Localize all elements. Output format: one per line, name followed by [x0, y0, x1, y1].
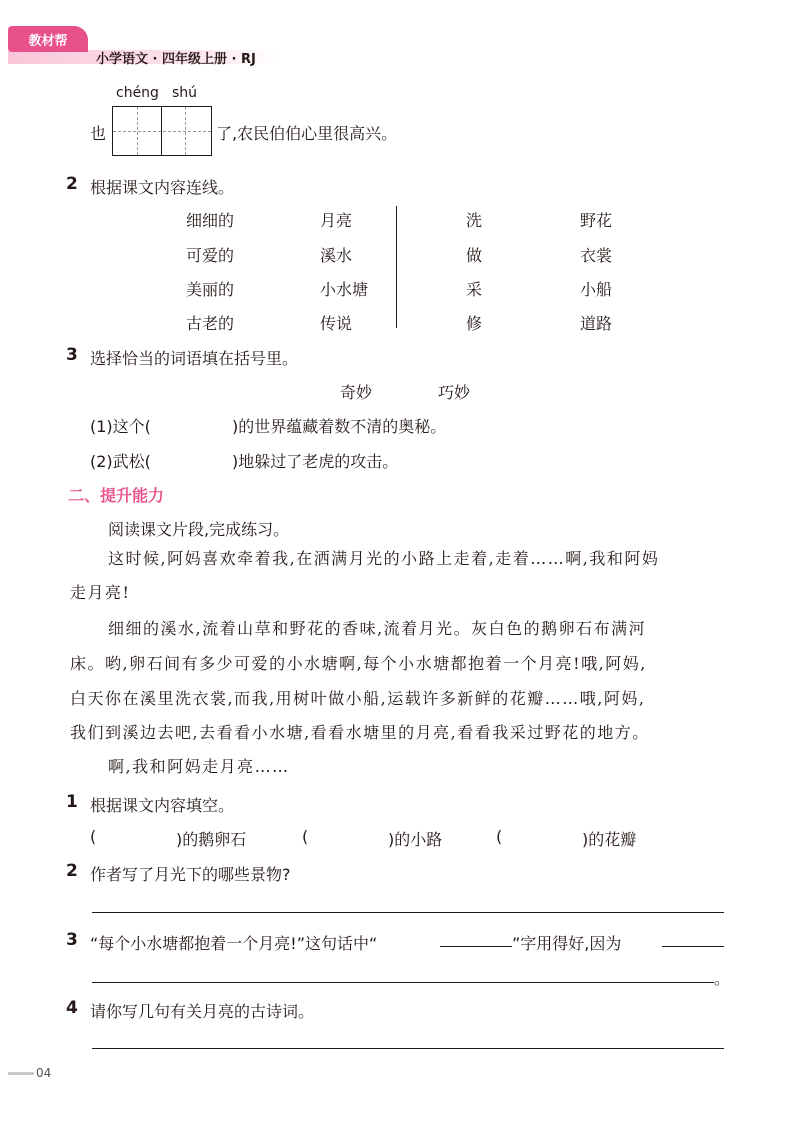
s2q1-blank1-input[interactable] — [100, 823, 174, 847]
q3-item-2-post: )地躲过了老虎的攻击。 — [232, 452, 399, 471]
passage-line-5: 白天你在溪里洗衣裳,而我,用树叶做小船,运载许多新鲜的花瓣……哦,阿妈, — [70, 689, 646, 708]
s2q1-blank3-close: )的花瓣 — [582, 830, 637, 849]
q2-right-a-4[interactable]: 修 — [466, 314, 483, 333]
header-tag — [8, 26, 88, 52]
pinyin-shu: shú — [172, 85, 198, 101]
s2q3-word-blank[interactable] — [440, 946, 512, 947]
q3-text: 选择恰当的词语填在括号里。 — [90, 349, 299, 368]
q3-option-1: 奇妙 — [340, 383, 373, 402]
q3-item-1-blank[interactable] — [174, 410, 232, 434]
s2q4-number: 4 — [66, 998, 78, 1018]
section2-title: 二、提升能力 — [68, 486, 165, 505]
s2q1-blank1-close: )的鹅卵石 — [176, 830, 247, 849]
q2-right-b-4[interactable]: 道路 — [580, 314, 613, 333]
q2-right-b-3[interactable]: 小船 — [580, 280, 613, 299]
s2q3-text-b: ”字用得好,因为 — [512, 934, 622, 953]
s2q3-number: 3 — [66, 930, 78, 950]
q3-number: 3 — [66, 345, 78, 365]
q2-left-b-1[interactable]: 月亮 — [320, 211, 353, 230]
s2q3-reason-line[interactable] — [92, 982, 714, 983]
pinyin-writing-grid[interactable] — [112, 106, 212, 156]
q2-right-b-1[interactable]: 野花 — [580, 211, 613, 230]
passage-line-7: 啊,我和阿妈走月亮…… — [108, 757, 290, 776]
s2q4-answer-line[interactable] — [92, 1048, 724, 1049]
pinyin-cheng: chéng — [116, 85, 159, 101]
q2-left-b-4[interactable]: 传说 — [320, 314, 353, 333]
q2-left-a-1[interactable]: 细细的 — [186, 211, 235, 230]
q1-suffix: 了,农民伯伯心里很高兴。 — [216, 124, 398, 143]
passage-line-3: 细细的溪水,流着山草和野花的香味,流着月光。灰白色的鹅卵石布满河 — [108, 619, 647, 638]
q1-prefix: 也 — [90, 124, 107, 143]
passage-line-1: 这时候,阿妈喜欢牵着我,在洒满月光的小路上走着,走着……啊,我和阿妈 — [108, 549, 660, 568]
s2q2-number: 2 — [66, 861, 78, 881]
q3-item-2-pre: (2)武松( — [90, 452, 151, 471]
section2-intro: 阅读课文片段,完成练习。 — [108, 520, 290, 539]
q2-right-a-1[interactable]: 洗 — [466, 211, 483, 230]
s2q1-blank2-close: )的小路 — [388, 830, 443, 849]
page-number-bar — [8, 1072, 34, 1075]
s2q1-blank2-input[interactable] — [312, 823, 386, 847]
s2q3-end: 。 — [714, 969, 731, 988]
q2-text: 根据课文内容连线。 — [90, 178, 235, 197]
header-title: 小学语文 · 四年级上册 · RJ — [96, 52, 256, 67]
s2q1-blank3-input[interactable] — [506, 823, 580, 847]
q3-option-2: 巧妙 — [438, 383, 471, 402]
q2-right-b-2[interactable]: 衣裳 — [580, 246, 613, 265]
passage-line-6: 我们到溪边去吧,去看看小水塘,看看水塘里的月亮,看看我采过野花的地方。 — [70, 723, 650, 742]
s2q1-number: 1 — [66, 792, 78, 812]
q3-item-1-pre: (1)这个( — [90, 417, 151, 436]
q2-left-a-3[interactable]: 美丽的 — [186, 280, 235, 299]
passage-line-4: 床。哟,卵石间有多少可爱的小水塘啊,每个小水塘都抱着一个月亮!哦,阿妈, — [70, 654, 647, 673]
q2-number: 2 — [66, 174, 78, 194]
s2q1-text: 根据课文内容填空。 — [90, 796, 235, 815]
q2-right-a-2[interactable]: 做 — [466, 246, 483, 265]
q2-divider — [396, 206, 397, 328]
q2-right-a-3[interactable]: 采 — [466, 280, 483, 299]
passage-line-2: 走月亮! — [70, 583, 131, 602]
q2-left-a-2[interactable]: 可爱的 — [186, 246, 235, 265]
q3-item-2-blank[interactable] — [174, 445, 232, 469]
q2-left-b-3[interactable]: 小水塘 — [320, 280, 369, 299]
s2q1-blank3-open: ( — [496, 827, 503, 846]
s2q3-text-a: “每个小水塘都抱着一个月亮!”这句话中“ — [90, 934, 378, 953]
s2q3-reason-blank[interactable] — [662, 946, 724, 947]
s2q4-text: 请你写几句有关月亮的古诗词。 — [90, 1002, 315, 1021]
page-number: 04 — [36, 1066, 52, 1080]
s2q2-text: 作者写了月光下的哪些景物? — [90, 865, 291, 884]
q2-left-a-4[interactable]: 古老的 — [186, 314, 235, 333]
s2q2-answer-line[interactable] — [92, 912, 724, 913]
header-tag-label: 教材帮 — [28, 34, 68, 49]
s2q1-blank1-open: ( — [90, 827, 97, 846]
q3-item-1-post: )的世界蕴藏着数不清的奥秘。 — [232, 417, 447, 436]
s2q1-blank2-open: ( — [302, 827, 309, 846]
q2-left-b-2[interactable]: 溪水 — [320, 246, 353, 265]
